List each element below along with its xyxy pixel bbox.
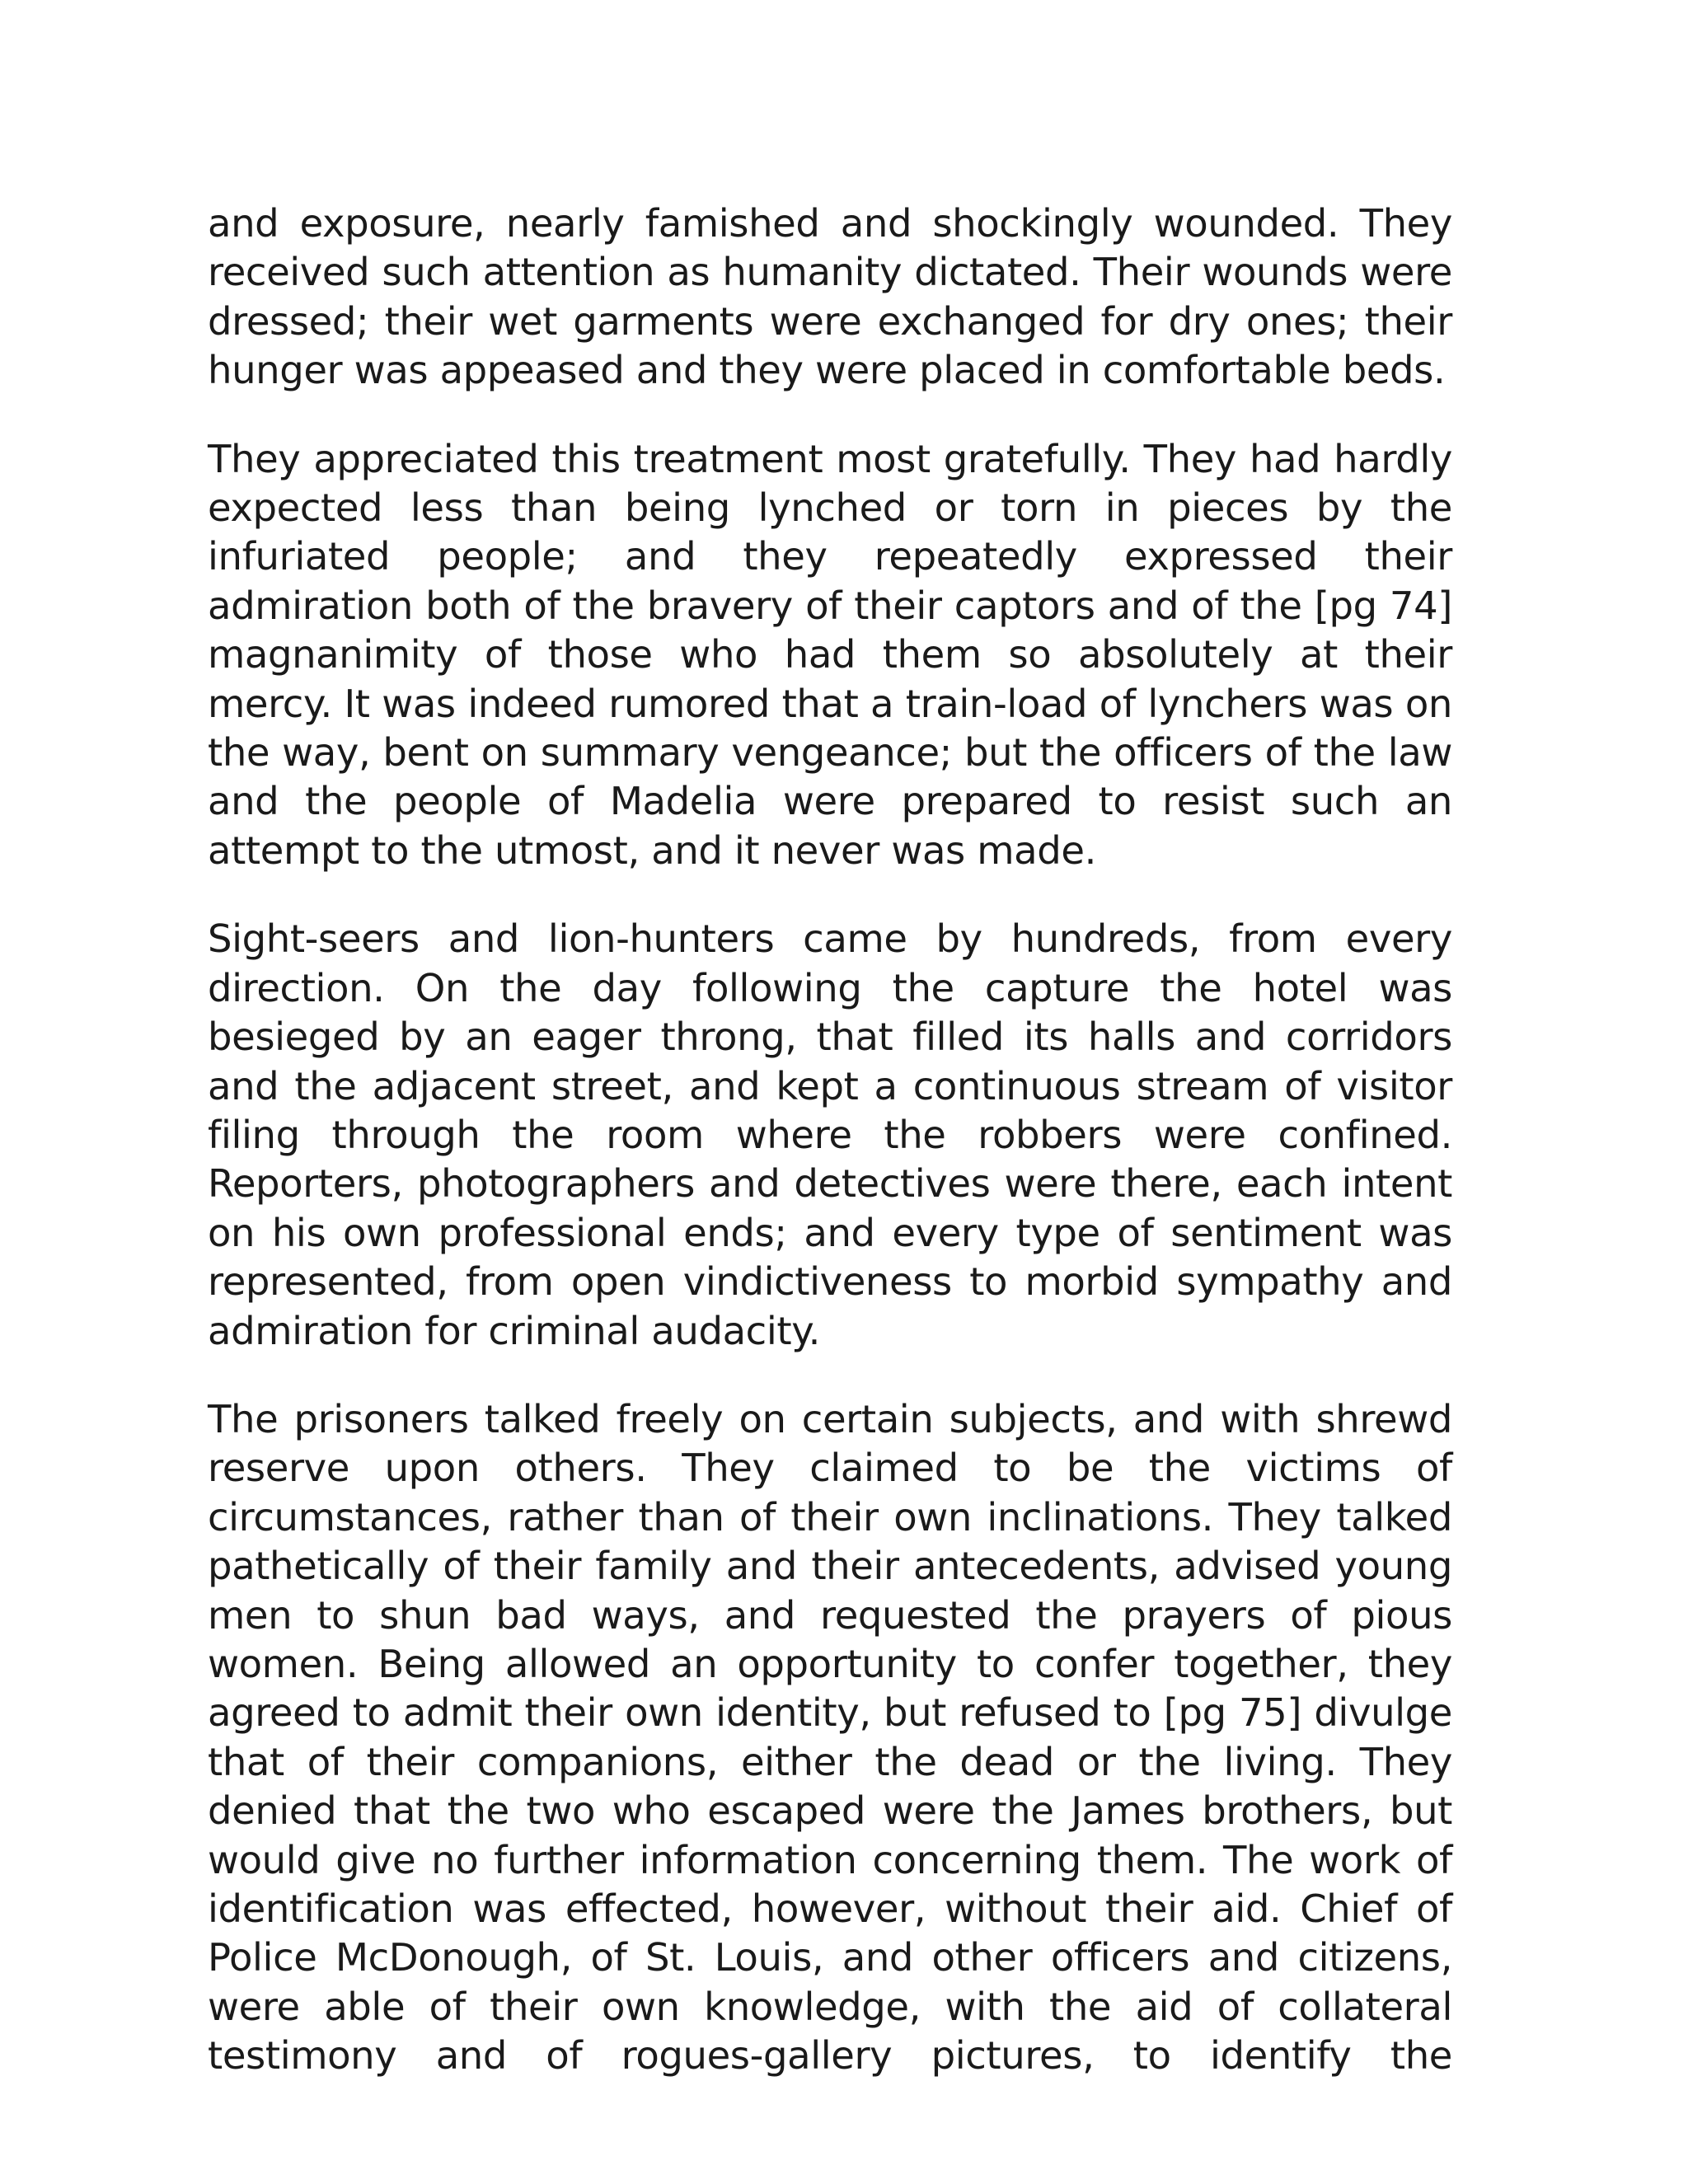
paragraph-3: Sight-seers and lion-hunters came by hundreds, from every direction. On the day following the capture the hotel was besieged by an eager throng, that filled its halls and corridors and the adjacent street, and kept a continuous stream of visitor filing through the room where the robbers were confined. Reporters, photographers and detectives were there, each intent on his own professional ends; and every type of sentiment was represented, from open vindictiveness to morbid sympathy and admiration for criminal audacity. (208, 916, 1452, 1353)
paragraph-2: They appreciated this treatment most gratefully. They had hardly expected less than being lynched or torn in pieces by the infuriated people; and they repeatedly expressed their admiration both of the bravery of their captors and of the [pg 74] magnanimity of those who had them so absolutely at their mercy. It was indeed rumored that a train-load of lynchers was on the way, bent on summary vengeance; but the officers of the law and the people of Madelia were prepared to resist such an attempt to the utmost, and it never was made. (208, 436, 1452, 873)
paragraph-1: and exposure, nearly famished and shockingly wounded. They received such attention as humanity dictated. Their wounds were dressed; their wet garments were exchanged for dry ones; their hunger was appeased and they were placed in comfortable beds. (208, 201, 1452, 393)
document-page (208, 199, 1452, 2081)
paragraph-4: The prisoners talked freely on certain subjects, and with shrewd reserve upon others. They claimed to be the victims of circumstances, rather than of their own inclinations. They talked pathetically of their family and their antecedents, advised young men to shun bad ways, and requested the prayers of pious women. Being allowed an opportunity to confer together, they agreed to admit their own identity, but refused to [pg 75] divulge that of their companions, either the dead or the living. They denied that the two who escaped were the James brothers, but would give no further information concerning them. The work of identification was effected, however, without their aid. Chief of Police McDonough, of St. Louis, and other officers and citizens, were able of their own knowledge, with the aid of collateral testimony and of rogues-gallery pictures, to identify the (208, 1396, 1452, 2079)
